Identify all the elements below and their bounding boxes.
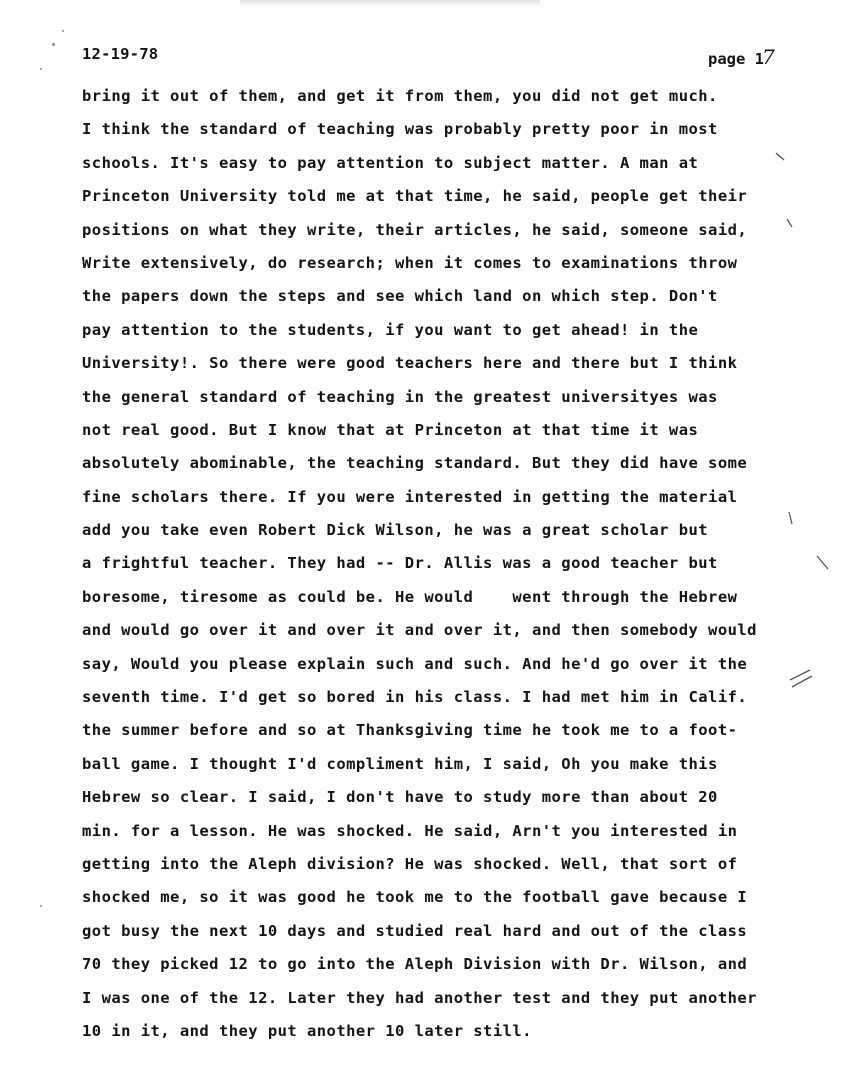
transcript-line: pay attention to the students, if you want to get ahead! in the xyxy=(82,320,699,339)
transcript-line: say, Would you please explain such and such. And he'd go over it the xyxy=(82,654,748,673)
transcript-line: I think the standard of teaching was probably pretty poor in most xyxy=(82,120,718,139)
page-number xyxy=(708,45,775,69)
transcript-line: fine scholars there. If you were interested in getting the material xyxy=(82,487,738,506)
scan-speck xyxy=(62,30,64,32)
transcript-line: 70 they picked 12 to go into the Aleph Division with Dr. Wilson, and xyxy=(82,955,748,974)
page-label: page 1 xyxy=(708,50,764,68)
transcript-line: 10 in it, and they put another 10 later still. xyxy=(82,1021,532,1040)
transcript-line: schools. It's easy to pay attention to subject matter. A man at xyxy=(82,153,699,172)
transcript-line: and would go over it and over it and over it, and then somebody would xyxy=(82,621,757,640)
transcript-line: absolutely abominable, the teaching standard. But they did have some xyxy=(82,454,748,473)
scan-speck xyxy=(40,68,42,70)
transcript-line: Princeton University told me at that time, he said, people get their xyxy=(82,187,748,206)
transcript-line: the papers down the steps and see which land on which step. Don't xyxy=(82,287,718,306)
transcript-line: the general standard of teaching in the greatest universityes was xyxy=(82,387,718,406)
transcript-line: a frightful teacher. They had -- Dr. Allis was a good teacher but xyxy=(82,554,718,573)
transcript-line: ball game. I thought I'd compliment him, I said, Oh you make this xyxy=(82,754,718,773)
scan-speck xyxy=(40,905,42,907)
scan-shadow xyxy=(240,0,540,6)
transcript-line: seventh time. I'd get so bored in his class. I had met him in Calif. xyxy=(82,688,748,707)
transcript-line: min. for a lesson. He was shocked. He said, Arn't you interested in xyxy=(82,821,738,840)
document-date: 12-19-78 xyxy=(82,45,159,63)
transcript-line: boresome, tiresome as could be. He would went through the Hebrew xyxy=(82,587,738,606)
transcript-line: bring it out of them, and get it from them, you did not get much. xyxy=(82,87,718,105)
transcript-body xyxy=(82,84,822,1052)
transcript-line: I was one of the 12. Later they had another test and they put another xyxy=(82,988,757,1007)
transcript-line: shocked me, so it was good he took me to the football gave because I xyxy=(82,888,748,907)
transcript-line: add you take even Robert Dick Wilson, he was a great scholar but xyxy=(82,521,709,540)
transcript-line: Hebrew so clear. I said, I don't have to study more than about 20 xyxy=(82,788,718,807)
transcript-line: not real good. But I know that at Princeton at that time it was xyxy=(82,420,699,439)
transcript-line: Write extensively, do research; when it comes to examinations throw xyxy=(82,253,738,272)
handwritten-page-digit: 7 xyxy=(762,45,775,69)
transcript-line: University!. So there were good teachers here and there but I think xyxy=(82,354,738,373)
transcript-line: getting into the Aleph division? He was shocked. Well, that sort of xyxy=(82,854,738,873)
transcript-line: positions on what they write, their articles, he said, someone said, xyxy=(82,220,748,239)
transcript-line: got busy the next 10 days and studied real hard and out of the class xyxy=(82,921,748,940)
scan-speck xyxy=(52,43,55,46)
transcript-line: the summer before and so at Thanksgiving time he took me to a foot- xyxy=(82,721,738,740)
